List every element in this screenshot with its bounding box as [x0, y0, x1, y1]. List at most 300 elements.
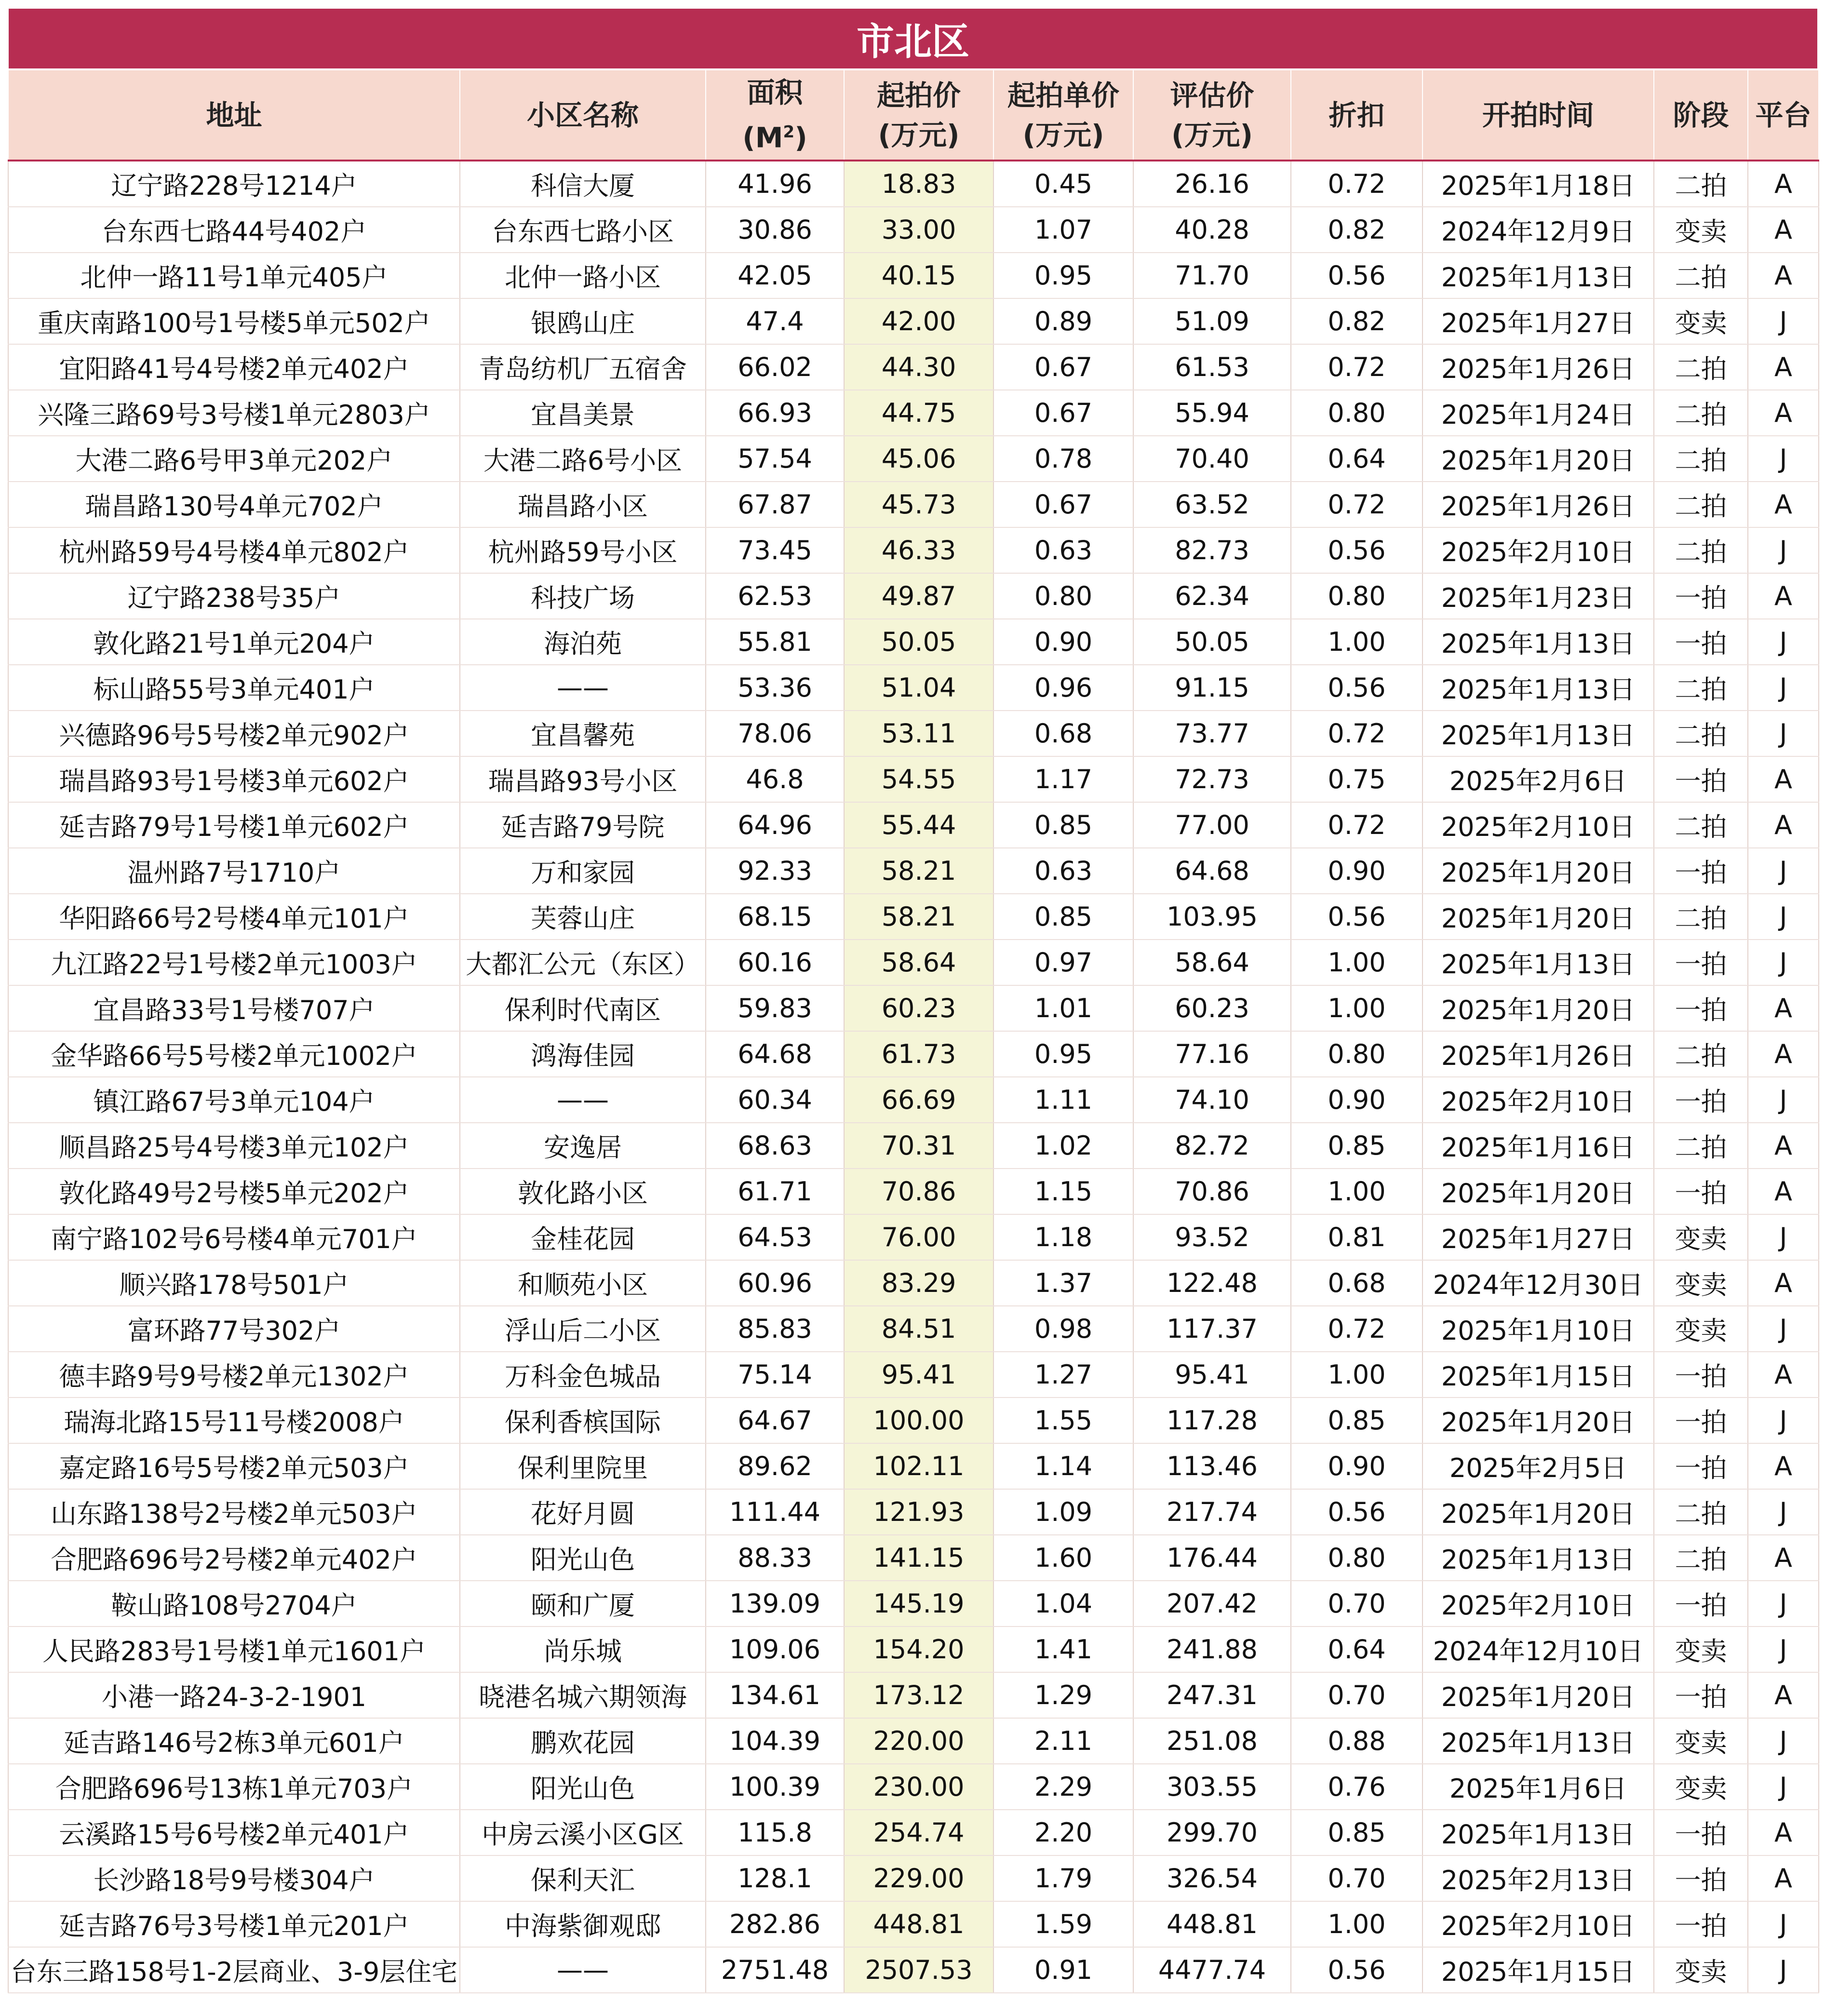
- start-price-cell: 61.73: [844, 1031, 993, 1077]
- table-row: [8, 985, 1819, 1031]
- appraisal-cell: 122.48: [1133, 1260, 1291, 1306]
- table-row: [8, 1123, 1819, 1169]
- appraisal-cell: 103.95: [1133, 894, 1291, 940]
- area-cell: 88.33: [706, 1535, 844, 1581]
- address-cell: 北仲一路11号1单元405户: [8, 253, 460, 298]
- discount-cell: 0.72: [1291, 802, 1422, 848]
- address-cell: 顺昌路25号4号楼3单元102户: [8, 1123, 460, 1169]
- area-cell: 282.86: [706, 1901, 844, 1947]
- stage-cell: 一拍: [1654, 1581, 1748, 1626]
- unit-price-cell: 0.90: [993, 619, 1133, 665]
- unit-price-cell: 1.07: [993, 207, 1133, 253]
- area-cell: 134.61: [706, 1672, 844, 1718]
- platform-cell: J: [1748, 1764, 1819, 1810]
- address-cell: 鞍山路108号2704户: [8, 1581, 460, 1626]
- header-stage: 阶段: [1654, 70, 1748, 161]
- unit-price-cell: 1.60: [993, 1535, 1133, 1581]
- area-cell: 59.83: [706, 985, 844, 1031]
- auction-date-cell: 2025年1月13日: [1422, 1718, 1654, 1764]
- platform-cell: A: [1748, 1031, 1819, 1077]
- discount-cell: 0.82: [1291, 207, 1422, 253]
- area-cell: 104.39: [706, 1718, 844, 1764]
- start-price-cell: 51.04: [844, 665, 993, 711]
- area-cell: 62.53: [706, 573, 844, 619]
- appraisal-cell: 448.81: [1133, 1901, 1291, 1947]
- auction-sheet: [8, 8, 1818, 1993]
- community-cell: 保利香槟国际: [460, 1398, 706, 1443]
- discount-cell: 0.70: [1291, 1855, 1422, 1901]
- discount-cell: 0.88: [1291, 1718, 1422, 1764]
- unit-price-cell: 0.67: [993, 344, 1133, 390]
- unit-price-cell: 2.29: [993, 1764, 1133, 1810]
- area-cell: 78.06: [706, 711, 844, 756]
- header-community: 小区名称: [460, 70, 706, 161]
- appraisal-cell: 64.68: [1133, 848, 1291, 894]
- stage-cell: 二拍: [1654, 390, 1748, 436]
- unit-price-cell: 1.18: [993, 1214, 1133, 1260]
- appraisal-cell: 74.10: [1133, 1077, 1291, 1123]
- table-row: [8, 1260, 1819, 1306]
- header-appraisal: 评估价 (万元): [1133, 70, 1291, 161]
- auction-date-cell: 2025年1月13日: [1422, 1535, 1654, 1581]
- area-cell: 64.68: [706, 1031, 844, 1077]
- unit-price-cell: 0.97: [993, 940, 1133, 985]
- stage-cell: 二拍: [1654, 436, 1748, 482]
- stage-cell: 变卖: [1654, 1947, 1748, 1993]
- community-cell: 鹏欢花园: [460, 1718, 706, 1764]
- start-price-cell: 58.64: [844, 940, 993, 985]
- header-address: 地址: [8, 70, 460, 161]
- appraisal-cell: 70.40: [1133, 436, 1291, 482]
- appraisal-cell: 77.16: [1133, 1031, 1291, 1077]
- appraisal-cell: 82.73: [1133, 527, 1291, 573]
- stage-cell: 二拍: [1654, 527, 1748, 573]
- area-cell: 57.54: [706, 436, 844, 482]
- start-price-cell: 40.15: [844, 253, 993, 298]
- start-price-cell: 220.00: [844, 1718, 993, 1764]
- area-cell: 64.96: [706, 802, 844, 848]
- stage-cell: 变卖: [1654, 1306, 1748, 1352]
- appraisal-cell: 4477.74: [1133, 1947, 1291, 1993]
- auction-date-cell: 2025年1月13日: [1422, 711, 1654, 756]
- unit-price-cell: 0.95: [993, 253, 1133, 298]
- platform-cell: J: [1748, 1077, 1819, 1123]
- community-cell: 北仲一路小区: [460, 253, 706, 298]
- community-cell: 科信大厦: [460, 161, 706, 207]
- auction-date-cell: 2025年1月20日: [1422, 436, 1654, 482]
- platform-cell: A: [1748, 207, 1819, 253]
- appraisal-cell: 251.08: [1133, 1718, 1291, 1764]
- address-cell: 合肥路696号2号楼2单元402户: [8, 1535, 460, 1581]
- appraisal-cell: 299.70: [1133, 1810, 1291, 1855]
- discount-cell: 0.56: [1291, 665, 1422, 711]
- discount-cell: 0.75: [1291, 756, 1422, 802]
- auction-date-cell: 2025年1月13日: [1422, 665, 1654, 711]
- start-price-cell: 54.55: [844, 756, 993, 802]
- discount-cell: 0.80: [1291, 573, 1422, 619]
- community-cell: ——: [460, 665, 706, 711]
- community-cell: 大都汇公元（东区）: [460, 940, 706, 985]
- appraisal-cell: 62.34: [1133, 573, 1291, 619]
- discount-cell: 0.72: [1291, 482, 1422, 527]
- platform-cell: J: [1748, 1718, 1819, 1764]
- platform-cell: A: [1748, 344, 1819, 390]
- address-cell: 瑞昌路93号1号楼3单元602户: [8, 756, 460, 802]
- table-row: [8, 940, 1819, 985]
- stage-cell: 一拍: [1654, 1443, 1748, 1489]
- auction-date-cell: 2025年1月20日: [1422, 848, 1654, 894]
- appraisal-cell: 217.74: [1133, 1489, 1291, 1535]
- area-cell: 60.16: [706, 940, 844, 985]
- table-row: [8, 482, 1819, 527]
- unit-price-cell: 2.20: [993, 1810, 1133, 1855]
- table-row: [8, 1810, 1819, 1855]
- area-cell: 61.71: [706, 1169, 844, 1214]
- table-row: [8, 1077, 1819, 1123]
- community-cell: 颐和广厦: [460, 1581, 706, 1626]
- discount-cell: 0.81: [1291, 1214, 1422, 1260]
- appraisal-cell: 303.55: [1133, 1764, 1291, 1810]
- platform-cell: J: [1748, 1626, 1819, 1672]
- table-row: [8, 1535, 1819, 1581]
- address-cell: 敦化路21号1单元204户: [8, 619, 460, 665]
- appraisal-cell: 91.15: [1133, 665, 1291, 711]
- header-unit-price: 起拍单价 (万元): [993, 70, 1133, 161]
- auction-date-cell: 2025年1月24日: [1422, 390, 1654, 436]
- auction-date-cell: 2025年1月26日: [1422, 1031, 1654, 1077]
- stage-cell: 一拍: [1654, 1077, 1748, 1123]
- platform-cell: J: [1748, 1398, 1819, 1443]
- start-price-cell: 254.74: [844, 1810, 993, 1855]
- community-cell: 中房云溪小区G区: [460, 1810, 706, 1855]
- community-cell: 阳光山色: [460, 1535, 706, 1581]
- start-price-cell: 83.29: [844, 1260, 993, 1306]
- area-cell: 2751.48: [706, 1947, 844, 1993]
- address-cell: 敦化路49号2号楼5单元202户: [8, 1169, 460, 1214]
- platform-cell: A: [1748, 1260, 1819, 1306]
- stage-cell: 一拍: [1654, 1398, 1748, 1443]
- start-price-cell: 53.11: [844, 711, 993, 756]
- discount-cell: 0.64: [1291, 436, 1422, 482]
- stage-cell: 变卖: [1654, 1626, 1748, 1672]
- community-cell: 花好月圆: [460, 1489, 706, 1535]
- address-cell: 金华路66号5号楼2单元1002户: [8, 1031, 460, 1077]
- platform-cell: A: [1748, 1169, 1819, 1214]
- discount-cell: 0.68: [1291, 1260, 1422, 1306]
- unit-price-cell: 1.04: [993, 1581, 1133, 1626]
- table-row: [8, 619, 1819, 665]
- community-cell: 瑞昌路小区: [460, 482, 706, 527]
- area-cell: 139.09: [706, 1581, 844, 1626]
- platform-cell: J: [1748, 619, 1819, 665]
- discount-cell: 1.00: [1291, 619, 1422, 665]
- discount-cell: 1.00: [1291, 940, 1422, 985]
- unit-price-cell: 0.67: [993, 390, 1133, 436]
- stage-cell: 二拍: [1654, 1489, 1748, 1535]
- unit-price-cell: 0.63: [993, 527, 1133, 573]
- address-cell: 小港一路24-3-2-1901: [8, 1672, 460, 1718]
- platform-cell: A: [1748, 573, 1819, 619]
- address-cell: 长沙路18号9号楼304户: [8, 1855, 460, 1901]
- header-area: 面积 $(M^2)$: [706, 70, 844, 161]
- start-price-cell: 45.73: [844, 482, 993, 527]
- table-row: [8, 1626, 1819, 1672]
- start-price-cell: 448.81: [844, 1901, 993, 1947]
- platform-cell: J: [1748, 665, 1819, 711]
- discount-cell: 0.90: [1291, 1077, 1422, 1123]
- appraisal-cell: 26.16: [1133, 161, 1291, 207]
- stage-cell: 变卖: [1654, 207, 1748, 253]
- unit-price-cell: 0.67: [993, 482, 1133, 527]
- address-cell: 瑞昌路130号4单元702户: [8, 482, 460, 527]
- appraisal-cell: 60.23: [1133, 985, 1291, 1031]
- auction-date-cell: 2025年1月15日: [1422, 1352, 1654, 1398]
- table-row: [8, 527, 1819, 573]
- unit-price-cell: 0.98: [993, 1306, 1133, 1352]
- unit-price-cell: 1.01: [993, 985, 1133, 1031]
- start-price-cell: 42.00: [844, 298, 993, 344]
- start-price-cell: 70.86: [844, 1169, 993, 1214]
- table-row: [8, 1169, 1819, 1214]
- discount-cell: 0.85: [1291, 1810, 1422, 1855]
- table-row: [8, 1718, 1819, 1764]
- address-cell: 标山路55号3单元401户: [8, 665, 460, 711]
- community-cell: 芙蓉山庄: [460, 894, 706, 940]
- platform-cell: A: [1748, 1352, 1819, 1398]
- platform-cell: A: [1748, 1855, 1819, 1901]
- unit-price-cell: 0.85: [993, 894, 1133, 940]
- community-cell: 宜昌馨苑: [460, 711, 706, 756]
- discount-cell: 0.72: [1291, 711, 1422, 756]
- area-cell: 53.36: [706, 665, 844, 711]
- discount-cell: 0.56: [1291, 894, 1422, 940]
- start-price-cell: 33.00: [844, 207, 993, 253]
- stage-cell: 一拍: [1654, 1169, 1748, 1214]
- table-row: [8, 207, 1819, 253]
- community-cell: ——: [460, 1947, 706, 1993]
- start-price-cell: 154.20: [844, 1626, 993, 1672]
- address-cell: 辽宁路238号35户: [8, 573, 460, 619]
- unit-price-cell: 1.27: [993, 1352, 1133, 1398]
- address-cell: 九江路22号1号楼2单元1003户: [8, 940, 460, 985]
- table-row: [8, 390, 1819, 436]
- address-cell: 兴德路96号5号楼2单元902户: [8, 711, 460, 756]
- community-cell: 青岛纺机厂五宿舍: [460, 344, 706, 390]
- community-cell: 杭州路59号小区: [460, 527, 706, 573]
- table-row: [8, 1352, 1819, 1398]
- stage-cell: 二拍: [1654, 1535, 1748, 1581]
- stage-cell: 变卖: [1654, 1260, 1748, 1306]
- unit-price-cell: 2.11: [993, 1718, 1133, 1764]
- address-cell: 德丰路9号9号楼2单元1302户: [8, 1352, 460, 1398]
- auction-date-cell: 2025年2月10日: [1422, 1077, 1654, 1123]
- platform-cell: J: [1748, 1214, 1819, 1260]
- area-cell: 42.05: [706, 253, 844, 298]
- platform-cell: J: [1748, 711, 1819, 756]
- platform-cell: A: [1748, 1810, 1819, 1855]
- auction-date-cell: 2025年2月10日: [1422, 1901, 1654, 1947]
- stage-cell: 一拍: [1654, 1855, 1748, 1901]
- stage-cell: 一拍: [1654, 1901, 1748, 1947]
- appraisal-cell: 40.28: [1133, 207, 1291, 253]
- table-row: [8, 711, 1819, 756]
- community-cell: 敦化路小区: [460, 1169, 706, 1214]
- appraisal-cell: 55.94: [1133, 390, 1291, 436]
- platform-cell: J: [1748, 1901, 1819, 1947]
- start-price-cell: 145.19: [844, 1581, 993, 1626]
- table-row: [8, 1489, 1819, 1535]
- platform-cell: J: [1748, 298, 1819, 344]
- address-cell: 延吉路76号3号楼1单元201户: [8, 1901, 460, 1947]
- stage-cell: 二拍: [1654, 161, 1748, 207]
- table-row: [8, 1306, 1819, 1352]
- platform-cell: J: [1748, 1306, 1819, 1352]
- community-cell: 宜昌美景: [460, 390, 706, 436]
- area-cell: 128.1: [706, 1855, 844, 1901]
- appraisal-cell: 51.09: [1133, 298, 1291, 344]
- community-cell: 万科金色城品: [460, 1352, 706, 1398]
- unit-price-cell: 0.63: [993, 848, 1133, 894]
- header-row: [8, 70, 1819, 161]
- header-start-price: 起拍价 (万元): [844, 70, 993, 161]
- auction-date-cell: 2025年1月20日: [1422, 985, 1654, 1031]
- platform-cell: A: [1748, 390, 1819, 436]
- table-row: [8, 848, 1819, 894]
- stage-cell: 二拍: [1654, 344, 1748, 390]
- table-row: [8, 344, 1819, 390]
- community-cell: 台东西七路小区: [460, 207, 706, 253]
- start-price-cell: 18.83: [844, 161, 993, 207]
- area-cell: 109.06: [706, 1626, 844, 1672]
- area-cell: 60.34: [706, 1077, 844, 1123]
- unit-price-cell: 0.96: [993, 665, 1133, 711]
- platform-cell: J: [1748, 894, 1819, 940]
- platform-cell: J: [1748, 1947, 1819, 1993]
- community-cell: 阳光山色: [460, 1764, 706, 1810]
- auction-date-cell: 2024年12月9日: [1422, 207, 1654, 253]
- auction-date-cell: 2025年1月13日: [1422, 940, 1654, 985]
- table-row: [8, 298, 1819, 344]
- table-row: [8, 1581, 1819, 1626]
- auction-date-cell: 2025年1月20日: [1422, 894, 1654, 940]
- address-cell: 兴隆三路69号3号楼1单元2803户: [8, 390, 460, 436]
- appraisal-cell: 207.42: [1133, 1581, 1291, 1626]
- address-cell: 山东路138号2号楼2单元503户: [8, 1489, 460, 1535]
- listings-table: [8, 69, 1819, 1993]
- auction-date-cell: 2025年1月13日: [1422, 619, 1654, 665]
- appraisal-cell: 70.86: [1133, 1169, 1291, 1214]
- start-price-cell: 76.00: [844, 1214, 993, 1260]
- stage-cell: 二拍: [1654, 482, 1748, 527]
- header-auction-date: 开拍时间: [1422, 70, 1654, 161]
- discount-cell: 0.70: [1291, 1581, 1422, 1626]
- unit-price-cell: 0.95: [993, 1031, 1133, 1077]
- community-cell: 中海紫御观邸: [460, 1901, 706, 1947]
- unit-price-cell: 1.14: [993, 1443, 1133, 1489]
- appraisal-cell: 326.54: [1133, 1855, 1291, 1901]
- discount-cell: 0.80: [1291, 1031, 1422, 1077]
- address-cell: 南宁路102号6号楼4单元701户: [8, 1214, 460, 1260]
- address-cell: 杭州路59号4号楼4单元802户: [8, 527, 460, 573]
- start-price-cell: 45.06: [844, 436, 993, 482]
- stage-cell: 二拍: [1654, 253, 1748, 298]
- platform-cell: A: [1748, 253, 1819, 298]
- stage-cell: 一拍: [1654, 1810, 1748, 1855]
- stage-cell: 一拍: [1654, 756, 1748, 802]
- community-cell: 万和家园: [460, 848, 706, 894]
- auction-date-cell: 2025年1月10日: [1422, 1306, 1654, 1352]
- discount-cell: 0.72: [1291, 161, 1422, 207]
- address-cell: 华阳路66号2号楼4单元101户: [8, 894, 460, 940]
- start-price-cell: 102.11: [844, 1443, 993, 1489]
- community-cell: ——: [460, 1077, 706, 1123]
- area-cell: 55.81: [706, 619, 844, 665]
- area-cell: 92.33: [706, 848, 844, 894]
- discount-cell: 0.82: [1291, 298, 1422, 344]
- unit-price-cell: 1.41: [993, 1626, 1133, 1672]
- table-row: [8, 1672, 1819, 1718]
- appraisal-cell: 71.70: [1133, 253, 1291, 298]
- area-cell: 46.8: [706, 756, 844, 802]
- area-cell: 111.44: [706, 1489, 844, 1535]
- community-cell: 保利天汇: [460, 1855, 706, 1901]
- community-cell: 鸿海佳园: [460, 1031, 706, 1077]
- platform-cell: J: [1748, 1581, 1819, 1626]
- auction-date-cell: 2025年1月20日: [1422, 1169, 1654, 1214]
- stage-cell: 一拍: [1654, 1352, 1748, 1398]
- stage-cell: 一拍: [1654, 1672, 1748, 1718]
- address-cell: 嘉定路16号5号楼2单元503户: [8, 1443, 460, 1489]
- table-body: [8, 161, 1819, 1993]
- unit-price-cell: 0.80: [993, 573, 1133, 619]
- area-cell: 75.14: [706, 1352, 844, 1398]
- discount-cell: 0.56: [1291, 527, 1422, 573]
- discount-cell: 0.56: [1291, 253, 1422, 298]
- platform-cell: A: [1748, 802, 1819, 848]
- area-cell: 64.53: [706, 1214, 844, 1260]
- start-price-cell: 2507.53: [844, 1947, 993, 1993]
- appraisal-cell: 113.46: [1133, 1443, 1291, 1489]
- discount-cell: 1.00: [1291, 1901, 1422, 1947]
- start-price-cell: 121.93: [844, 1489, 993, 1535]
- area-cell: 115.8: [706, 1810, 844, 1855]
- auction-date-cell: 2025年1月26日: [1422, 482, 1654, 527]
- appraisal-cell: 77.00: [1133, 802, 1291, 848]
- stage-cell: 变卖: [1654, 1764, 1748, 1810]
- address-cell: 重庆南路100号1号楼5单元502户: [8, 298, 460, 344]
- auction-date-cell: 2025年1月13日: [1422, 253, 1654, 298]
- address-cell: 云溪路15号6号楼2单元401户: [8, 1810, 460, 1855]
- area-cell: 67.87: [706, 482, 844, 527]
- unit-price-cell: 1.02: [993, 1123, 1133, 1169]
- platform-cell: J: [1748, 940, 1819, 985]
- table-row: [8, 1855, 1819, 1901]
- start-price-cell: 44.75: [844, 390, 993, 436]
- auction-date-cell: 2025年1月15日: [1422, 1947, 1654, 1993]
- table-row: [8, 1398, 1819, 1443]
- discount-cell: 1.00: [1291, 1169, 1422, 1214]
- start-price-cell: 50.05: [844, 619, 993, 665]
- address-cell: 瑞海北路15号11号楼2008户: [8, 1398, 460, 1443]
- start-price-cell: 60.23: [844, 985, 993, 1031]
- table-row: [8, 1947, 1819, 1993]
- table-row: [8, 1031, 1819, 1077]
- address-cell: 顺兴路178号501户: [8, 1260, 460, 1306]
- start-price-cell: 141.15: [844, 1535, 993, 1581]
- discount-cell: 0.56: [1291, 1489, 1422, 1535]
- discount-cell: 0.90: [1291, 1443, 1422, 1489]
- community-cell: 延吉路79号院: [460, 802, 706, 848]
